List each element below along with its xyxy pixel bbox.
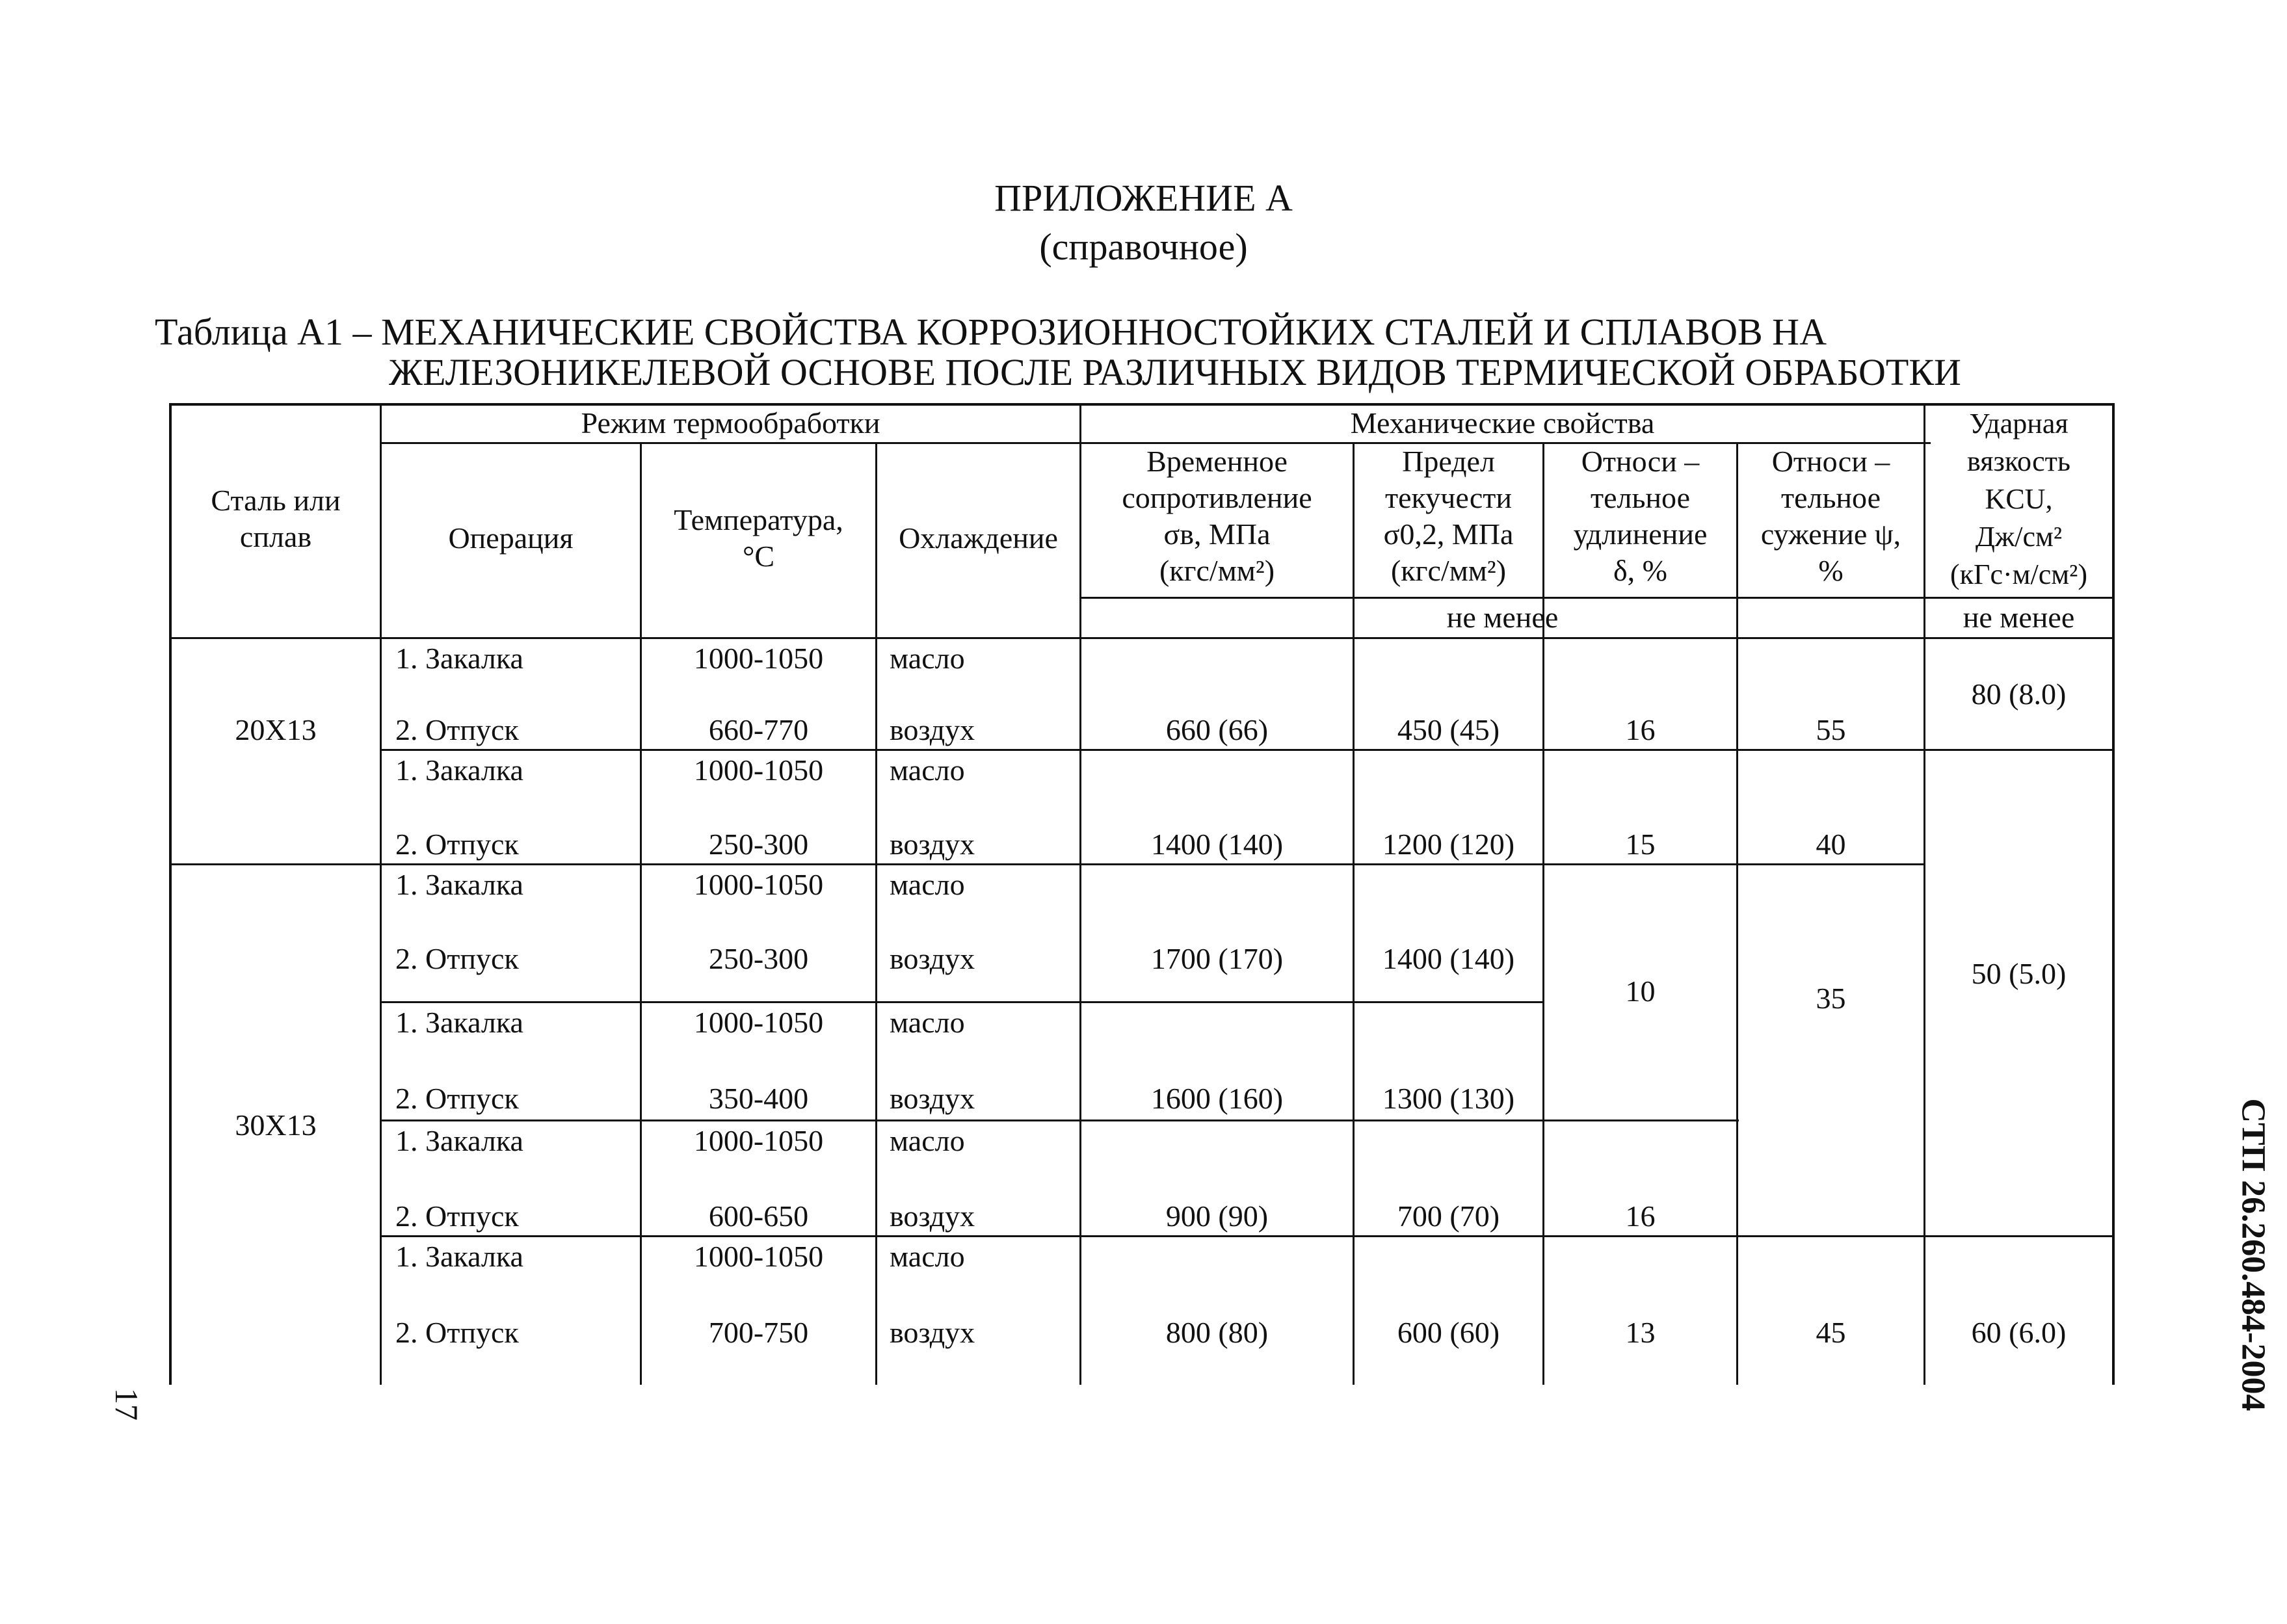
header-elongation-line: δ, % <box>1613 554 1667 587</box>
tensile-value: 1400 (140) <box>1150 828 1284 861</box>
header-operation: Операция <box>448 521 574 555</box>
header-tensile-line: (кгс/мм²) <box>1159 554 1275 587</box>
cool-air: воздух <box>890 1199 975 1233</box>
header-mech-group: Механические свойства <box>1350 406 1655 439</box>
impact-value: 80 (8.0) <box>1971 677 2067 711</box>
header-elongation-line: удлинение <box>1573 517 1708 551</box>
table-caption-label: Таблица А1 – <box>155 311 372 353</box>
temp-temper: 700-750 <box>708 1316 809 1349</box>
elongation-value: 16 <box>1625 713 1656 746</box>
appendix-subtitle: (справочное) <box>1039 226 1248 268</box>
header-contraction-line: Относи – <box>1771 445 1890 478</box>
temp-temper: 350-400 <box>708 1082 809 1115</box>
header-tensile-line: σв, МПа <box>1163 517 1271 551</box>
op-quench: 1. Закалка <box>395 868 523 901</box>
header-yield-line: σ0,2, МПа <box>1383 517 1514 551</box>
op-quench: 1. Закалка <box>395 642 523 675</box>
elongation-value: 15 <box>1625 828 1656 861</box>
grid-line <box>380 1120 1739 1121</box>
header-elongation <box>1544 443 1736 589</box>
cool-oil: масло <box>890 642 965 675</box>
op-temper: 2. Отпуск <box>395 1316 519 1349</box>
header-temperature-line: Температура, <box>674 503 843 536</box>
temp-temper: 660-770 <box>708 713 809 746</box>
cool-oil: масло <box>890 1006 965 1039</box>
header-cooling: Охлаждение <box>899 521 1058 555</box>
header-tensile-line: сопротивление <box>1122 481 1312 514</box>
header-impact-line: Дж/см² <box>1975 521 2063 553</box>
yield-value: 450 (45) <box>1397 713 1500 746</box>
header-yield-line: Предел <box>1402 445 1495 478</box>
cool-air: воздух <box>890 942 975 975</box>
header-steel-line: сплав <box>239 520 312 553</box>
header-contraction-line: % <box>1818 554 1844 587</box>
elongation-value: 16 <box>1625 1199 1656 1233</box>
page-number-text: 17 <box>109 1388 145 1421</box>
op-quench: 1. Закалка <box>395 1006 523 1039</box>
header-yield <box>1355 443 1542 589</box>
header-elongation-line: Относи – <box>1581 445 1700 478</box>
header-min-impact: не менее <box>1963 601 2075 634</box>
table-caption-line2: ЖЕЛЕЗОНИКЕЛЕВОЙ ОСНОВЕ ПОСЛЕ РАЗЛИЧНЫХ ВИДОВ ТЕРМИЧЕСКОЙ ОБРАБОТКИ <box>389 351 1961 393</box>
steel-30x13: 30Х13 <box>235 1108 317 1142</box>
contraction-value: 35 <box>1816 982 1846 1015</box>
op-temper: 2. Отпуск <box>395 1082 519 1115</box>
op-temper: 2. Отпуск <box>395 942 519 975</box>
document-code-text: СТП 26.260.484-2004 <box>2234 1098 2272 1411</box>
grid-line <box>1079 597 2113 599</box>
tensile-value: 800 (80) <box>1165 1316 1269 1349</box>
header-steel-line: Сталь или <box>211 484 341 517</box>
temp-quench: 1000-1050 <box>693 1006 824 1039</box>
yield-value: 700 (70) <box>1397 1199 1500 1233</box>
contraction-value: 45 <box>1816 1316 1846 1349</box>
page-number <box>94 1372 159 1437</box>
header-yield-line: текучести <box>1384 481 1513 514</box>
header-contraction <box>1738 443 1923 589</box>
grid-line <box>875 442 877 1385</box>
temp-quench: 1000-1050 <box>693 868 824 901</box>
impact-value: 50 (5.0) <box>1971 957 2067 990</box>
header-heat-group: Режим термообработки <box>581 406 880 439</box>
cool-air: воздух <box>890 828 975 861</box>
grid-line <box>169 863 1925 865</box>
yield-value: 1400 (140) <box>1382 942 1515 975</box>
header-yield-line: (кгс/мм²) <box>1390 554 1507 587</box>
header-tensile <box>1081 443 1353 589</box>
header-impact-line: KCU, <box>1985 483 2053 515</box>
temp-temper: 600-650 <box>708 1199 809 1233</box>
op-quench: 1. Закалка <box>395 753 523 787</box>
header-contraction-line: тельное <box>1780 481 1881 514</box>
header-temperature <box>642 502 875 575</box>
cool-air: воздух <box>890 1082 975 1115</box>
cool-oil: масло <box>890 868 965 901</box>
header-min-mech: не менее <box>1446 601 1559 634</box>
grid-line <box>169 637 2113 639</box>
header-impact-line: Ударная <box>1969 408 2069 439</box>
header-impact-line: вязкость <box>1967 445 2070 477</box>
contraction-value: 40 <box>1816 828 1846 861</box>
header-tensile-line: Временное <box>1146 445 1288 478</box>
yield-value: 1200 (120) <box>1382 828 1515 861</box>
tensile-value: 1600 (160) <box>1150 1082 1284 1115</box>
elongation-value: 10 <box>1625 975 1656 1008</box>
header-elongation-line: тельное <box>1590 481 1691 514</box>
header-impact-line: (кГс·м/см²) <box>1950 558 2087 590</box>
yield-value: 600 (60) <box>1397 1316 1500 1349</box>
cool-air: воздух <box>890 1316 975 1349</box>
cool-air: воздух <box>890 713 975 746</box>
op-temper: 2. Отпуск <box>395 828 519 861</box>
op-temper: 2. Отпуск <box>395 1199 519 1233</box>
yield-value: 1300 (130) <box>1382 1082 1515 1115</box>
header-temperature-line: °С <box>742 540 775 573</box>
temp-temper: 250-300 <box>708 942 809 975</box>
temp-quench: 1000-1050 <box>693 1240 824 1273</box>
document-code <box>2221 1092 2286 1417</box>
grid-line <box>380 1001 1544 1003</box>
elongation-value: 13 <box>1625 1316 1656 1349</box>
header-contraction-line: сужение ψ, <box>1760 517 1901 551</box>
contraction-value: 55 <box>1816 713 1846 746</box>
tensile-value: 900 (90) <box>1165 1199 1269 1233</box>
grid-line <box>2112 403 2115 1385</box>
table-caption-title-1: МЕХАНИЧЕСКИЕ СВОЙСТВА КОРРОЗИОННОСТОЙКИХ СТАЛЕЙ И СПЛАВОВ НА <box>380 311 1827 353</box>
steel-20x13: 20Х13 <box>235 713 317 746</box>
header-steel <box>172 482 380 555</box>
tensile-value: 660 (66) <box>1165 713 1269 746</box>
header-impact <box>1925 405 2112 594</box>
temp-quench: 1000-1050 <box>693 642 824 675</box>
op-quench: 1. Закалка <box>395 1240 523 1273</box>
appendix-title: ПРИЛОЖЕНИЕ А <box>994 177 1293 219</box>
table-caption-line1 <box>155 311 1827 354</box>
temp-quench: 1000-1050 <box>693 1124 824 1157</box>
tensile-value: 1700 (170) <box>1150 942 1284 975</box>
impact-value: 60 (6.0) <box>1971 1316 2067 1349</box>
op-quench: 1. Закалка <box>395 1124 523 1157</box>
cool-oil: масло <box>890 1240 965 1273</box>
temp-quench: 1000-1050 <box>693 753 824 787</box>
cool-oil: масло <box>890 753 965 787</box>
temp-temper: 250-300 <box>708 828 809 861</box>
op-temper: 2. Отпуск <box>395 713 519 746</box>
cool-oil: масло <box>890 1124 965 1157</box>
